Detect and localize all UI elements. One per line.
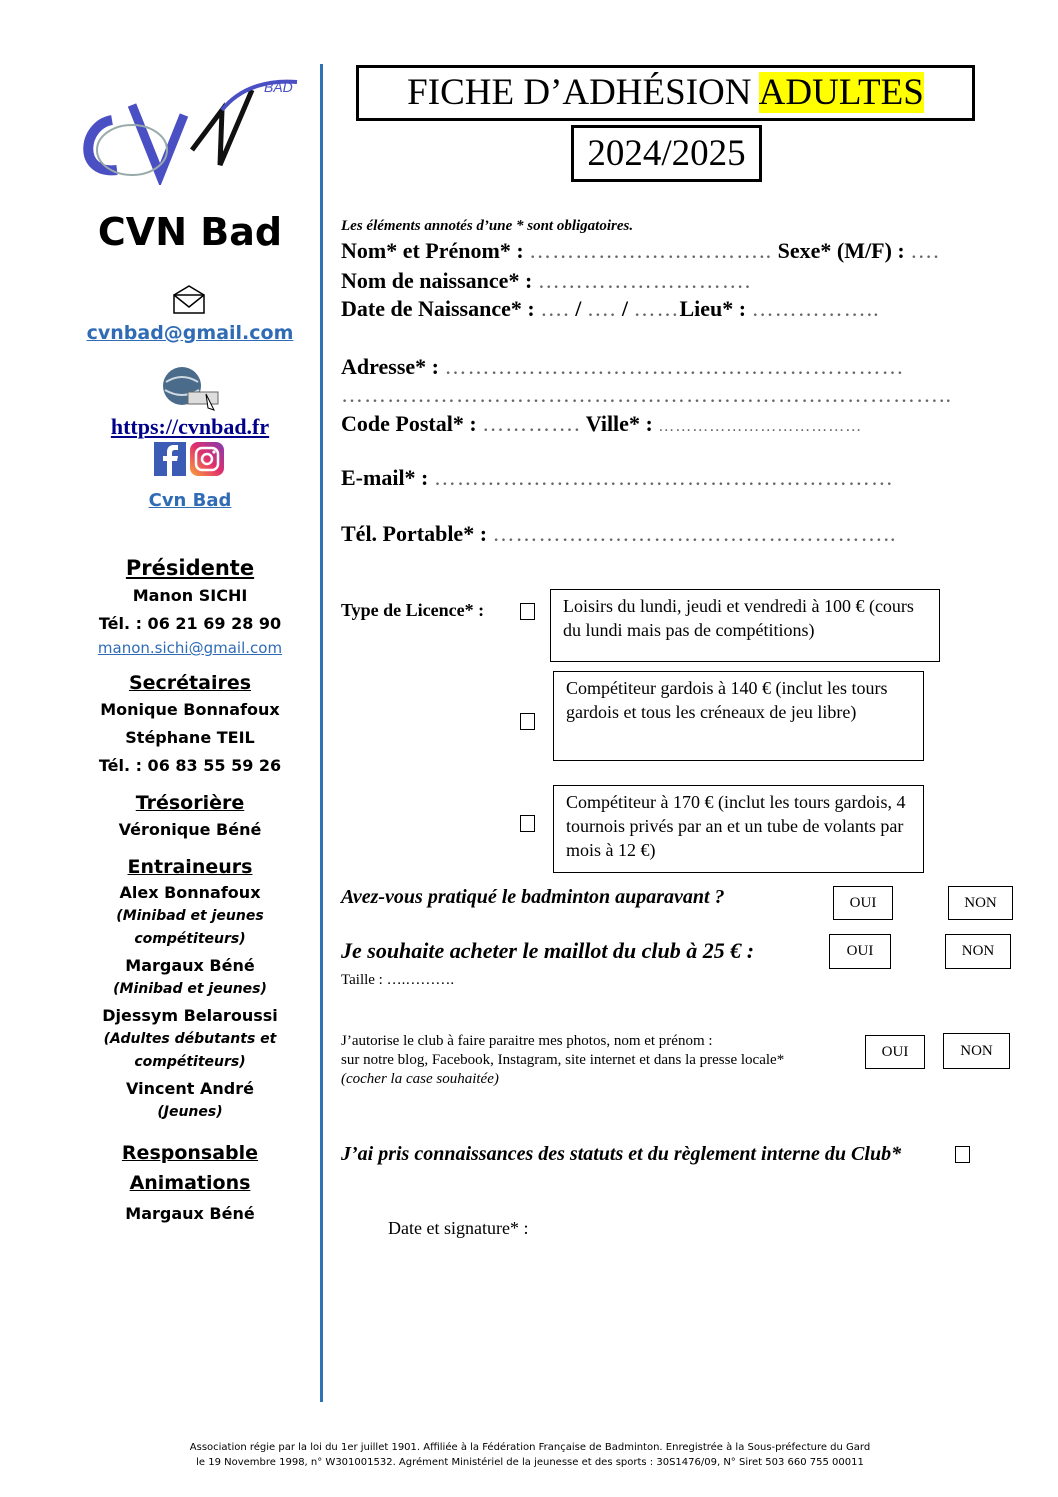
licence-3-option[interactable]: Compétiteur à 170 € (inclut les tours gardois, 4 tournois privés par an et un tube de volants par mois à 12 €) bbox=[553, 785, 924, 873]
tel-field[interactable]: …………………………………………….. bbox=[492, 521, 897, 546]
coach-3-note: (Adultes débutants et bbox=[103, 1031, 277, 1047]
club-logo-graphic bbox=[72, 70, 312, 185]
coach-2-note: (Minibad et jeunes) bbox=[113, 981, 267, 997]
envelope-icon bbox=[172, 285, 206, 320]
licence-1-checkbox[interactable] bbox=[520, 603, 535, 620]
pratique-non-box[interactable]: NON bbox=[948, 886, 1013, 920]
presidente-email[interactable]: manon.sichi@gmail.com bbox=[97, 639, 283, 657]
coach-3-note-2: compétiteurs) bbox=[134, 1054, 246, 1070]
signature-label: Date et signature* : bbox=[388, 1218, 529, 1238]
licence-label: Type de Licence* : bbox=[341, 600, 485, 620]
secretaires-title: Secrétaires bbox=[128, 672, 252, 694]
naissance-row[interactable]: Nom de naissance* : ………………………. bbox=[341, 268, 752, 293]
nom-row[interactable]: Nom* et Prénom* : ………………………….. Sexe* (M/F) : …. bbox=[341, 238, 940, 263]
club-name: CVN Bad bbox=[97, 210, 283, 254]
tel-row[interactable]: Tél. Portable* : …………………………………………….. bbox=[341, 521, 897, 546]
season-box: 2024/2025 bbox=[571, 125, 762, 182]
coach-2: Margaux Béné bbox=[125, 956, 255, 975]
statuts-checkbox[interactable] bbox=[955, 1146, 970, 1163]
photo-non-box[interactable]: NON bbox=[943, 1033, 1010, 1069]
facebook-icon[interactable] bbox=[154, 442, 186, 481]
coach-4: Vincent André bbox=[126, 1079, 254, 1098]
form-title: FICHE D’ADHÉSION ADULTES bbox=[356, 65, 975, 121]
club-social-link[interactable]: Cvn Bad bbox=[148, 490, 232, 511]
adresse-row[interactable]: Adresse* : …………………………………………………… bbox=[341, 354, 905, 379]
presidente-tel: Tél. : 06 21 69 28 90 bbox=[98, 614, 282, 633]
coach-1-note: (Minibad et jeunes bbox=[116, 908, 264, 924]
column-divider bbox=[320, 64, 323, 1402]
svg-text:BAD: BAD bbox=[264, 79, 293, 95]
club-logo bbox=[72, 70, 312, 185]
staff-list bbox=[70, 556, 310, 1226]
taille-field[interactable]: Taille : ….………. bbox=[341, 972, 455, 988]
presidente-title: Présidente bbox=[125, 556, 255, 580]
animations-title-2: Animations bbox=[129, 1172, 251, 1194]
animations-title: Responsable bbox=[121, 1142, 259, 1164]
globe-icon bbox=[160, 364, 220, 417]
animations-name: Margaux Béné bbox=[125, 1204, 255, 1223]
secretaire-2: Stéphane TEIL bbox=[125, 728, 255, 747]
tresoriere-title: Trésorière bbox=[135, 792, 245, 814]
date-year-field[interactable]: …… bbox=[633, 296, 680, 321]
naissance-field[interactable]: ………………………. bbox=[537, 268, 752, 293]
maillot-oui-box[interactable]: OUI bbox=[829, 934, 891, 969]
licence-1-option[interactable]: Loisirs du lundi, jeudi et vendredi à 100 € (cours du lundi mais pas de compétitions) bbox=[550, 589, 940, 662]
licence-3-checkbox[interactable] bbox=[520, 815, 535, 832]
required-note: Les éléments annotés d’une * sont obligatoires. bbox=[341, 218, 634, 234]
entraineurs-title: Entraineurs bbox=[127, 856, 253, 878]
email-field[interactable]: …………………………………………………… bbox=[433, 465, 894, 490]
question-pratique: Avez-vous pratiqué le badminton auparavant ? bbox=[341, 886, 725, 908]
adresse-field[interactable]: …………………………………………………… bbox=[444, 354, 905, 379]
coach-3: Djessym Belaroussi bbox=[102, 1006, 278, 1025]
statuts-statement: J’ai pris connaissances des statuts et du règlement interne du Club* bbox=[341, 1143, 902, 1165]
presidente-name: Manon SICHI bbox=[132, 586, 248, 605]
adresse-field-2[interactable]: …………………………………………………………………….. bbox=[341, 382, 952, 407]
sexe-field[interactable]: …. bbox=[910, 238, 940, 263]
maillot-non-box[interactable]: NON bbox=[945, 934, 1011, 969]
pratique-oui-box[interactable]: OUI bbox=[833, 886, 893, 920]
tresoriere-name: Véronique Béné bbox=[118, 820, 262, 839]
licence-2-option[interactable]: Compétiteur gardois à 140 € (inclut les tours gardois et tous les créneaux de jeu libre) bbox=[553, 671, 924, 761]
date-month-field[interactable]: …. bbox=[586, 296, 617, 321]
coach-1-note-2: compétiteurs) bbox=[134, 931, 246, 947]
date-day-field[interactable]: …. bbox=[540, 296, 570, 321]
photo-authorization: J’autorise le club à faire paraitre mes photos, nom et prénom : sur notre blog, Facebook, Instagram, site internet et dans la presse locale* (cocher la case souhaitée) bbox=[341, 1033, 785, 1087]
nom-field[interactable]: ………………………….. bbox=[529, 238, 773, 263]
cp-field[interactable]: …………. bbox=[482, 411, 581, 436]
secretaires-tel: Tél. : 06 83 55 59 26 bbox=[98, 756, 282, 775]
instagram-icon[interactable] bbox=[190, 442, 224, 481]
footer: Association régie par la loi du 1er juillet 1901. Affiliée à la Fédération Française de Badminton. Enregistrée à la Sous-préfecture du Gard le 19 Novembre 1998, n° W301001532. Agrément Ministériel de la jeunesse et des sports : 30S1476/09, N° Siret 503 660 755 00011 bbox=[189, 1442, 871, 1468]
email-row[interactable]: E-mail* : …………………………………………………… bbox=[341, 465, 894, 490]
club-website[interactable]: https://cvnbad.fr bbox=[110, 414, 270, 439]
coach-1: Alex Bonnafoux bbox=[119, 883, 261, 902]
licence-2-checkbox[interactable] bbox=[520, 713, 535, 730]
title-highlight: ADULTES bbox=[758, 72, 924, 113]
date-row[interactable]: Date de Naissance* : …. / …. / ……Lieu* : …………….. bbox=[341, 296, 880, 321]
question-maillot: Je souhaite acheter le maillot du club à 25 € : bbox=[341, 938, 755, 963]
ville-field[interactable]: ……………………………… bbox=[658, 418, 863, 435]
coach-4-note: (Jeunes) bbox=[157, 1104, 223, 1120]
cp-row[interactable]: Code Postal* : …………. Ville* : ……………………………… bbox=[341, 411, 863, 436]
secretaire-1: Monique Bonnafoux bbox=[100, 700, 280, 719]
club-email[interactable]: cvnbad@gmail.com bbox=[86, 322, 294, 344]
adresse-row-2[interactable] bbox=[341, 382, 952, 408]
lieu-field[interactable]: …………….. bbox=[751, 296, 880, 321]
photo-oui-box[interactable]: OUI bbox=[865, 1035, 925, 1069]
